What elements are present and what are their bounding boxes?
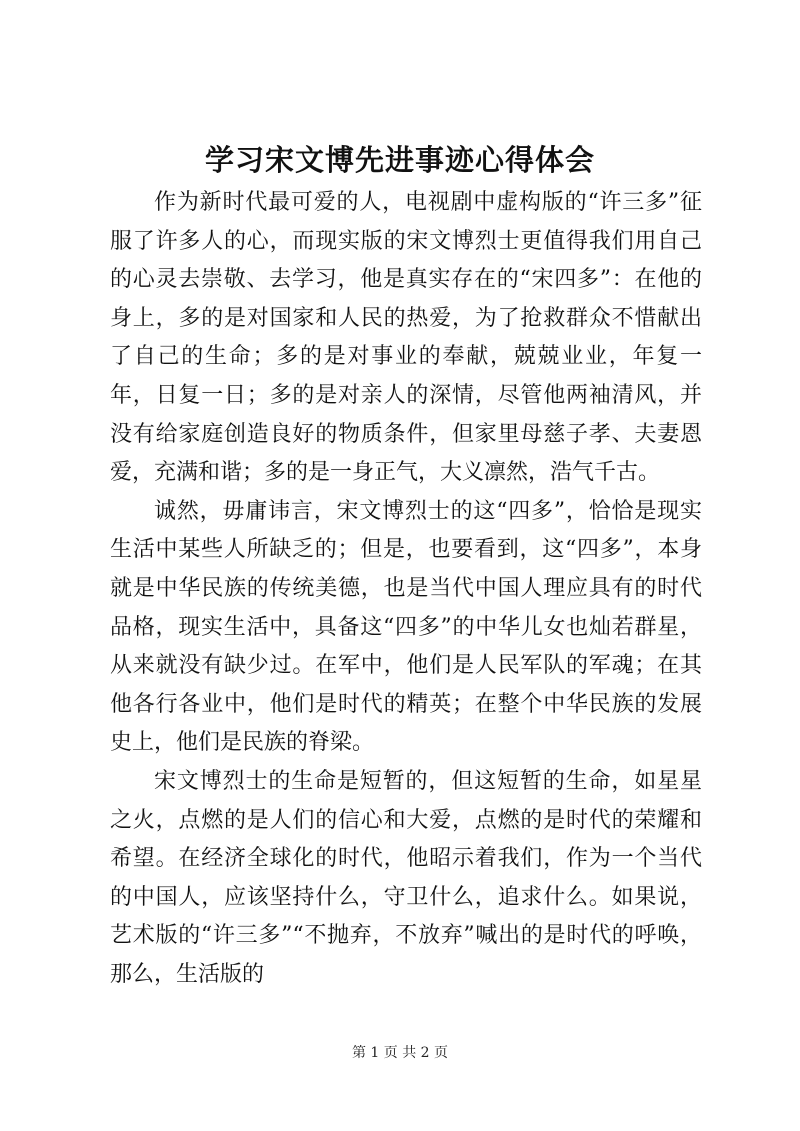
page-footer: 第 1 页 共 2 页 xyxy=(351,1045,449,1061)
paragraph-2: 诚然，毋庸讳言，宋文博烈士的这“四多”，恰恰是现实生活中某些人所缺乏的；但是，也要看到，这“四多”，本身就是中华民族的传统美德，也是当代中国人理应具有的时代品格，现实生活中，具备这“四多”的中华儿女也灿若群星，从来就没有缺少过。在军中，他们是人民军队的军魂；在其他各行各业中，他们是时代的精英；在整个中华民族的发展史上，他们是民族的脊梁。 xyxy=(110,498,702,756)
document-title: 学习宋文博先进事迹心得体会 xyxy=(204,143,595,177)
paragraph-3: 宋文博烈士的生命是短暂的，但这短暂的生命，如星星之火，点燃的是人们的信心和大爱，点燃的是时代的荣耀和希望。在经济全球化的时代，他昭示着我们，作为一个当代的中国人，应该坚持什么，守卫什么，追求什么。如果说，艺术版的“许三多”“不抛弃，不放弃”喊出的是时代的呼唤，那么，生活版的 xyxy=(110,768,702,987)
document-body xyxy=(110,184,702,994)
paragraph-1: 作为新时代最可爱的人，电视剧中虚构版的“许三多”征服了许多人的心，而现实版的宋文博烈士更值得我们用自己的心灵去崇敬、去学习，他是真实存在的“宋四多”：在他的身上，多的是对国家和人民的热爱，为了抢救群众不惜献出了自己的生命；多的是对事业的奉献，兢兢业业，年复一年，日复一日；多的是对亲人的深情，尽管他两袖清风，并没有给家庭创造良好的物质条件，但家里母慈子孝、夫妻恩爱，充满和谐；多的是一身正气，大义凛然，浩气千古。 xyxy=(110,190,702,486)
